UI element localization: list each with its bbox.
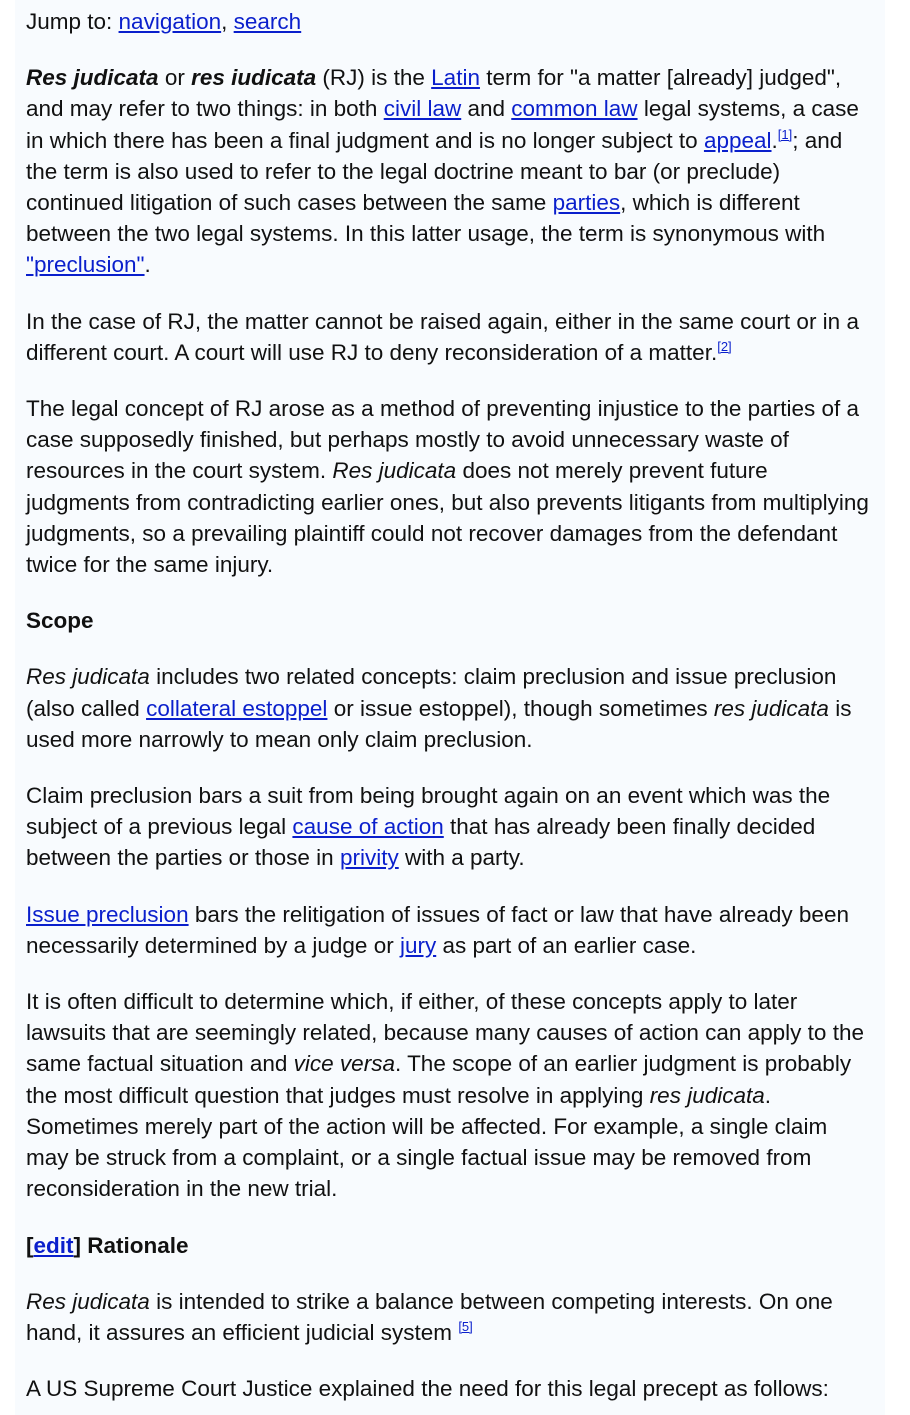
edit-section-link[interactable]: edit [33,1232,74,1258]
text: with a party. [398,845,525,871]
scope-heading: Scope [26,608,94,634]
text: term for "a matter [already] judged", and may refer to two things: in both [26,65,842,122]
text: or issue estoppel), though sometimes [327,695,714,721]
privity-link[interactable]: privity [339,845,399,871]
term-res-judicata: res judicata [713,695,829,721]
text: is intended to strike a balance between competing interests. On one hand, it assures an efficient judicial system [26,1288,833,1345]
cause-of-action-link[interactable]: cause of action [292,814,444,840]
term-res-iudicata: res iudicata [191,65,317,91]
text: Claim preclusion bars a suit from being brought again on an event which was the subject of a previous legal [26,783,831,840]
claim-preclusion-paragraph [26,780,875,874]
text: . The scope of an earlier judgment is probably the most difficult question that judges must resolve in applying [26,1051,852,1108]
issue-preclusion-paragraph [26,899,875,961]
reference-2-link[interactable]: [2] [717,338,732,354]
text: and [461,96,512,122]
rationale-paragraph [26,1286,875,1348]
legal-concept-paragraph [26,393,875,580]
parties-link[interactable]: parties [552,190,621,216]
preclusion-link[interactable]: "preclusion" [26,252,145,278]
text: The legal concept of RJ arose as a method of preventing injustice to the parties of a case supposedly finished, but perhaps mostly to avoid unnecessary waste of resources in the court system. [26,396,859,484]
reference-1-link[interactable]: [1] [777,126,793,142]
scope-paragraph [26,661,875,755]
intro-paragraph [26,62,875,280]
text: as part of an earlier case. [436,932,697,958]
jump-prefix: Jump to: [26,9,119,34]
text: does not merely prevent future judgments from contradicting earlier ones, but also prevents litigants from multiplying judgments, so a prevailing plaintiff could not recover damages from the defendant twice for the same injury. [26,458,869,578]
text: or [158,65,192,91]
rationale-heading [26,1230,875,1261]
issue-preclusion-link[interactable]: Issue preclusion [26,901,189,927]
text: . Sometimes merely part of the action will be affected. For example, a single claim may be struck from a complaint, or a single factual issue may be removed from reconsideration in the new trial. [26,1082,828,1202]
bracket: [ [26,1232,34,1258]
text: (RJ) is the [316,65,432,91]
navigation-link[interactable]: navigation [118,9,222,34]
text: is used more narrowly to mean only claim preclusion. [26,695,852,752]
text: . [771,127,778,153]
difficulty-paragraph [26,986,875,1204]
text: , which is different between the two legal systems. In this latter usage, the term is synonymous with [26,190,826,247]
rj-court-paragraph [26,306,875,368]
text: ; and the term is also used to refer to the legal doctrine meant to bar (or preclude) continued litigation of such cases between the same [26,127,843,216]
rationale-title: Rationale [81,1232,189,1258]
jump-to-bar [26,6,875,37]
text: . [144,252,151,278]
text: that has already been finally decided between the parties or those in [26,814,816,871]
text: In the case of RJ, the matter cannot be raised again, either in the same court or in a different court. A court will use RJ to deny reconsideration of a matter. [26,308,859,365]
bracket: ] [73,1232,82,1258]
term-res-judicata: Res judicata [332,458,457,484]
term-vice-versa: vice versa [293,1051,395,1077]
common-law-link[interactable]: common law [511,96,638,122]
collateral-estoppel-link[interactable]: collateral estoppel [146,695,328,721]
text: legal systems, a case in which there has been a final judgment and is no longer subject to [26,96,859,153]
text: bars the relitigation of issues of fact or law that have already been necessarily determined by a judge or [26,901,849,958]
term-res-judicata: Res judicata [26,664,150,690]
latin-link[interactable]: Latin [431,65,480,91]
supreme-court-paragraph [26,1373,875,1404]
reference-5-link[interactable]: [5] [458,1318,473,1334]
search-link[interactable]: search [233,9,302,34]
term-res-judicata: Res judicata [26,1288,150,1314]
term-res-judicata: res judicata [649,1082,765,1108]
text: It is often difficult to determine which, if either, of these concepts apply to later lawsuits that are seemingly related, because many causes of action can apply to the same factual situation and [26,989,864,1077]
text: includes two related concepts: claim preclusion and issue preclusion (also called [26,664,837,721]
civil-law-link[interactable]: civil law [383,96,462,122]
article-content [15,0,885,1415]
text: A US Supreme Court Justice explained the need for this legal precept as follows: [26,1376,829,1402]
term-res-judicata: Res judicata [26,65,159,91]
jump-separator: , [221,9,234,34]
jury-link[interactable]: jury [399,932,437,958]
appeal-link[interactable]: appeal [703,127,772,153]
